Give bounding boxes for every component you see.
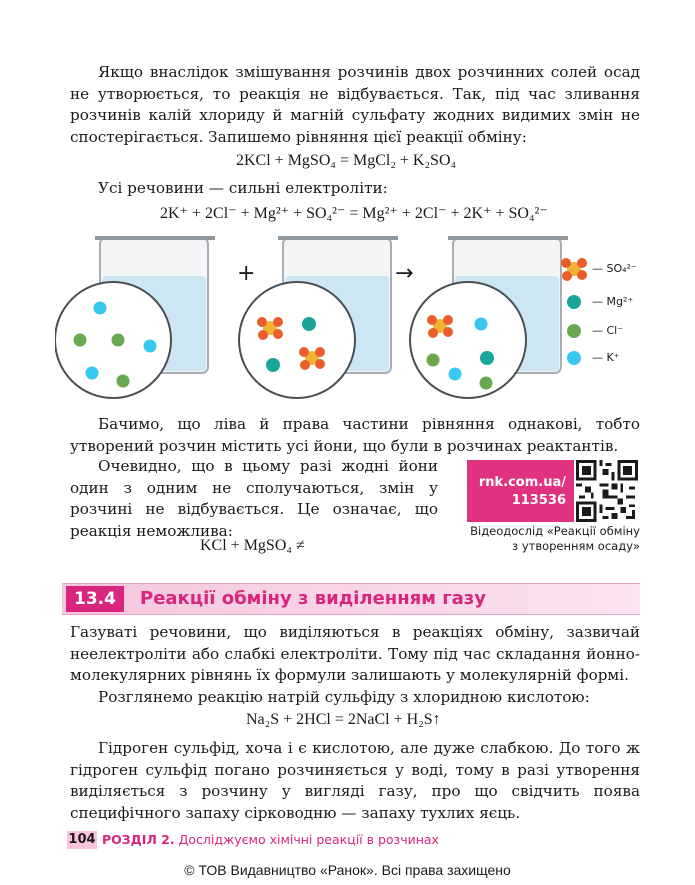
legend-label-magnesium: — Mg²⁺ [592,295,634,308]
qr-code-icon[interactable] [576,460,638,522]
paragraph-no-reaction: Очевидно, що в цьому разі жодні йони один з одним не сполучаються, змін у розчині не відбувається. Це означає, що реакція неможлива: [70,457,438,540]
video-link-url[interactable]: rnk.com.ua/ [478,475,566,490]
section-number: 13.4 [66,586,124,612]
copyright-notice: © ТОВ Видавництво «Ранок». Всі права захищено [184,862,511,878]
paragraph-hydrogen-sulfide: Гідроген сульфід, хоча і є кислотою, але дуже слабкою. До того ж гідроген сульфід погано розчиняється у воді, тому в разі утворення виділяється з розчину у вигляді газу, про що свідчить поява специфічного запаху сірководню — запаху тухлих яєць. [70,739,640,822]
equation-gas: Na₂S + 2HCl = 2NaCl + H₂S↑ [246,711,441,728]
paragraph-electrolytes: Усі речовини — сильні електроліти: [98,179,388,197]
equation-molecular: 2KCl + MgSO₄ = MgCl₂ + K₂SO₄ [236,152,457,169]
section-title: Реакції обміну з виділенням газу [140,588,486,609]
paragraph-gases: Газуваті речовини, що виділяються в реакціях обміну, зазвичай неелектроліти або слабкі електроліти. Тому під час складання йонно-молекулярних рівнянь їх формули залишають у молекулярній формі. [70,623,640,684]
video-caption [462,524,640,554]
paragraph-example: Розглянемо реакцію натрій сульфіду з хлоридною кислотою: [98,688,590,706]
video-link-id[interactable]: 113536 [511,493,566,508]
equation-ionic: 2K⁺ + 2Cl⁻ + Mg²⁺ + SO₄²⁻ = Mg²⁺ + 2Cl⁻ + 2K⁺ + SO₄²⁻ [160,205,548,222]
beaker-right [410,238,568,398]
chapter-footer [102,831,439,849]
paragraph-conclusion: Бачимо, що ліва й права частини рівняння однакові, тобто утворений розчин містить усі йони, що були в розчинах реактантів. [70,415,640,455]
beaker-middle [239,238,398,398]
video-caption-line2: з утворенням осаду» [512,539,640,553]
legend-potassium-icon [567,351,581,365]
plus-sign: + [237,261,256,286]
paragraph-intro: Якщо внаслідок змішування розчинів двох розчинних солей осад не утворюється, то реакція не відбувається. Так, під час зливання розчинів калій хлориду й магній сульфату жодних видимих змін не спостерігається. Запишемо рівняння цієї реакції обміну: [70,63,640,146]
equation-impossible: KCl + MgSO₄ ≠ [200,537,305,554]
beaker-left [55,238,215,398]
page-number: 104 [68,832,96,847]
chapter-label: РОЗДІЛ 2. [102,832,175,847]
video-link-box[interactable] [467,460,574,522]
legend-chloride-icon [567,324,581,338]
legend-magnesium-icon [567,295,581,309]
legend-sulfate-icon [561,258,587,281]
reaction-arrow: → [395,261,414,286]
beakers-illustration [55,228,645,408]
legend-label-chloride: — Cl⁻ [592,324,624,337]
chapter-title: Досліджуємо хімічні реакції в розчинах [178,832,439,847]
video-caption-line1: Відеодослід «Реакції обміну [470,524,640,538]
legend-label-potassium: — K⁺ [592,351,620,364]
legend-label-sulfate: — SO₄²⁻ [592,262,637,275]
